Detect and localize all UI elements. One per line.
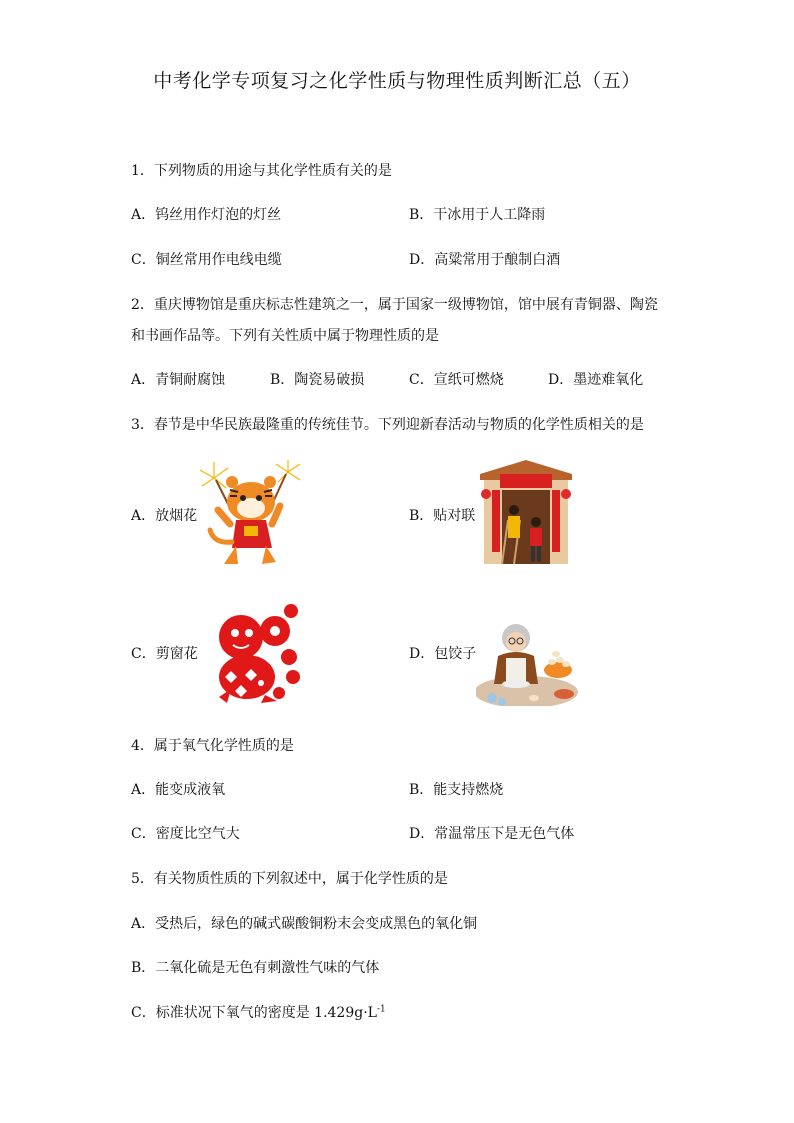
q4-stem: 4．属于氧气化学性质的是	[131, 738, 294, 754]
q4-option-a: A．能变成液氧	[131, 782, 226, 798]
q2-option-c: C．宣纸可燃烧	[409, 372, 504, 388]
q5-option-c-superscript: -1	[376, 1004, 386, 1015]
page-title: 中考化学专项复习之化学性质与物理性质判断汇总（五）	[153, 70, 641, 92]
q2-option-a: A．青铜耐腐蚀	[131, 372, 226, 388]
q4-option-c: C．密度比空气大	[131, 826, 240, 842]
q2-stem-line2: 和书画作品等。下列有关性质中属于物理性质的是	[131, 328, 439, 344]
q2-stem-line1: 2．重庆博物馆是重庆标志性建筑之一，属于国家一级博物馆，馆中展有青铜器、陶瓷	[131, 297, 658, 313]
dumplings-grandma-image	[476, 622, 582, 706]
q3-stem: 3．春节是中华民族最隆重的传统佳节。下列迎新春活动与物质的化学性质相关的是	[131, 417, 644, 433]
q2-option-d: D．墨迹难氧化	[548, 372, 644, 388]
q5-option-b: B．二氧化硫是无色有刺激性气味的气体	[131, 960, 380, 976]
paper-cut-monkey-image	[205, 597, 309, 705]
q3-option-b: B．贴对联	[409, 508, 476, 524]
q1-option-a: A．钨丝用作灯泡的灯丝	[131, 207, 282, 223]
fireworks-tiger-image	[196, 460, 306, 568]
q4-option-b: B．能支持燃烧	[409, 782, 504, 798]
q3-option-d: D．包饺子	[409, 646, 477, 662]
q5-option-c	[131, 1002, 386, 1022]
q5-stem: 5．有关物质性质的下列叙述中，属于化学性质的是	[131, 871, 448, 887]
q3-option-a: A．放烟花	[131, 508, 198, 524]
q5-option-a: A．受热后，绿色的碱式碳酸铜粉末会变成黑色的氧化铜	[131, 916, 478, 932]
q5-option-c-text: C．标准状况下氧气的密度是 1.429g·L	[131, 1005, 377, 1021]
q1-stem: 1．下列物质的用途与其化学性质有关的是	[131, 163, 392, 179]
q2-option-b: B．陶瓷易破损	[270, 372, 365, 388]
q1-option-b: B．干冰用于人工降雨	[409, 207, 546, 223]
couplets-door-image	[478, 460, 574, 564]
q4-option-d: D．常温常压下是无色气体	[409, 826, 575, 842]
q1-option-c: C．铜丝常用作电线电缆	[131, 252, 282, 268]
q1-option-d: D．高粱常用于酿制白酒	[409, 252, 561, 268]
q3-option-c: C．剪窗花	[131, 646, 198, 662]
